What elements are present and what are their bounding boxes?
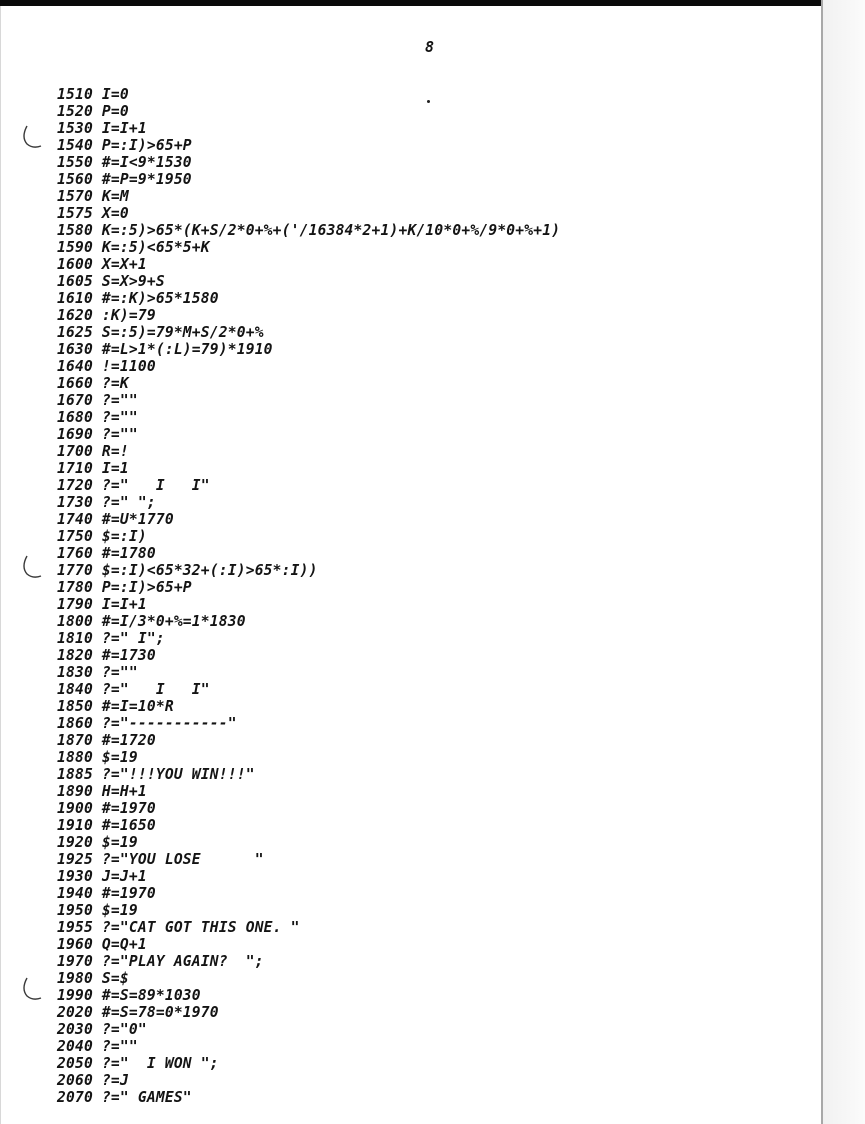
program-listing: [57, 86, 560, 1106]
code-line: 1760 #=1780: [57, 545, 156, 562]
code-line: 1580 K=:5)>65*(K+S/2*0+%+('/16384*2+1)+K/10*0+%/9*0+%+1): [57, 222, 561, 239]
code-line: 1720 ?=" I I": [57, 477, 210, 494]
code-line: 1550 #=I<9*1530: [57, 154, 192, 171]
code-line: 1690 ?="": [57, 426, 138, 443]
code-line: 2020 #=S=78=0*1970: [57, 1004, 219, 1021]
code-line: 1630 #=L>1*(:L)=79)*1910: [57, 341, 273, 358]
code-line: 1570 K=M: [57, 188, 129, 205]
binder-hole-mark-icon: [19, 124, 45, 150]
code-line: 1930 J=J+1: [57, 868, 147, 885]
code-line: 1810 ?=" I";: [57, 630, 165, 647]
code-line: 1990 #=S=89*1030: [57, 987, 201, 1004]
code-line: 1940 #=1970: [57, 885, 156, 902]
code-line: 1950 $=19: [57, 902, 138, 919]
code-line: 1900 #=1970: [57, 800, 156, 817]
code-line: 1955 ?="CAT GOT THIS ONE. ": [57, 919, 300, 936]
binder-hole-mark-icon: [19, 976, 45, 1002]
page-left-edge: [0, 0, 1, 1124]
code-line: 1600 X=X+1: [57, 256, 147, 273]
code-line: 1830 ?="": [57, 664, 138, 681]
code-line: 1680 ?="": [57, 409, 138, 426]
code-line: 1925 ?="YOU LOSE ": [57, 851, 264, 868]
code-line: 1605 S=X>9+S: [57, 273, 165, 290]
code-line: 1880 $=19: [57, 749, 138, 766]
code-line: 2040 ?="": [57, 1038, 138, 1055]
code-line: 2070 ?=" GAMES": [57, 1089, 192, 1106]
code-line: 1750 $=:I): [57, 528, 147, 545]
code-line: 1960 Q=Q+1: [57, 936, 147, 953]
code-line: 1640 !=1100: [57, 358, 156, 375]
code-line: 1625 S=:5)=79*M+S/2*0+%: [57, 324, 264, 341]
code-line: 1910 #=1650: [57, 817, 156, 834]
code-line: 1870 #=1720: [57, 732, 156, 749]
code-line: 1980 S=$: [57, 970, 129, 987]
binder-hole-mark-icon: [19, 554, 45, 580]
code-line: 2030 ?="0": [57, 1021, 147, 1038]
code-line: 1590 K=:5)<65*5+K: [57, 239, 210, 256]
code-line: 2060 ?=J: [57, 1072, 129, 1089]
code-line: 1730 ?=" ";: [57, 494, 156, 511]
code-line: 1575 X=0: [57, 205, 129, 222]
code-line: 1850 #=I=10*R: [57, 698, 174, 715]
code-line: 1790 I=I+1: [57, 596, 147, 613]
code-line: 1885 ?="!!!YOU WIN!!!": [57, 766, 255, 783]
code-line: 1820 #=1730: [57, 647, 156, 664]
code-line: 1620 :K)=79: [57, 307, 156, 324]
page-number: 8: [425, 38, 435, 56]
code-line: 2050 ?=" I WON ";: [57, 1055, 219, 1072]
code-line: 1660 ?=K: [57, 375, 129, 392]
code-line: 1710 I=1: [57, 460, 129, 477]
code-line: 1510 I=0: [57, 86, 129, 103]
code-line: 1610 #=:K)>65*1580: [57, 290, 219, 307]
code-line: 1520 P=0: [57, 103, 129, 120]
code-line: 1860 ?="-----------": [57, 715, 237, 732]
scan-margin: [823, 0, 865, 1124]
code-line: 1890 H=H+1: [57, 783, 147, 800]
code-line: 1920 $=19: [57, 834, 138, 851]
code-line: 1780 P=:I)>65+P: [57, 579, 192, 596]
code-line: 1800 #=I/3*0+%=1*1830: [57, 613, 246, 630]
code-line: 1540 P=:I)>65+P: [57, 137, 192, 154]
code-line: 1740 #=U*1770: [57, 511, 174, 528]
code-line: 1560 #=P=9*1950: [57, 171, 192, 188]
code-line: 1840 ?=" I I": [57, 681, 210, 698]
code-line: 1770 $=:I)<65*32+(:I)>65*:I)): [57, 562, 318, 579]
code-line: 1700 R=!: [57, 443, 129, 460]
code-line: 1530 I=I+1: [57, 120, 147, 137]
page-top-border: [0, 0, 828, 6]
code-line: 1670 ?="": [57, 392, 138, 409]
code-line: 1970 ?="PLAY AGAIN? ";: [57, 953, 264, 970]
